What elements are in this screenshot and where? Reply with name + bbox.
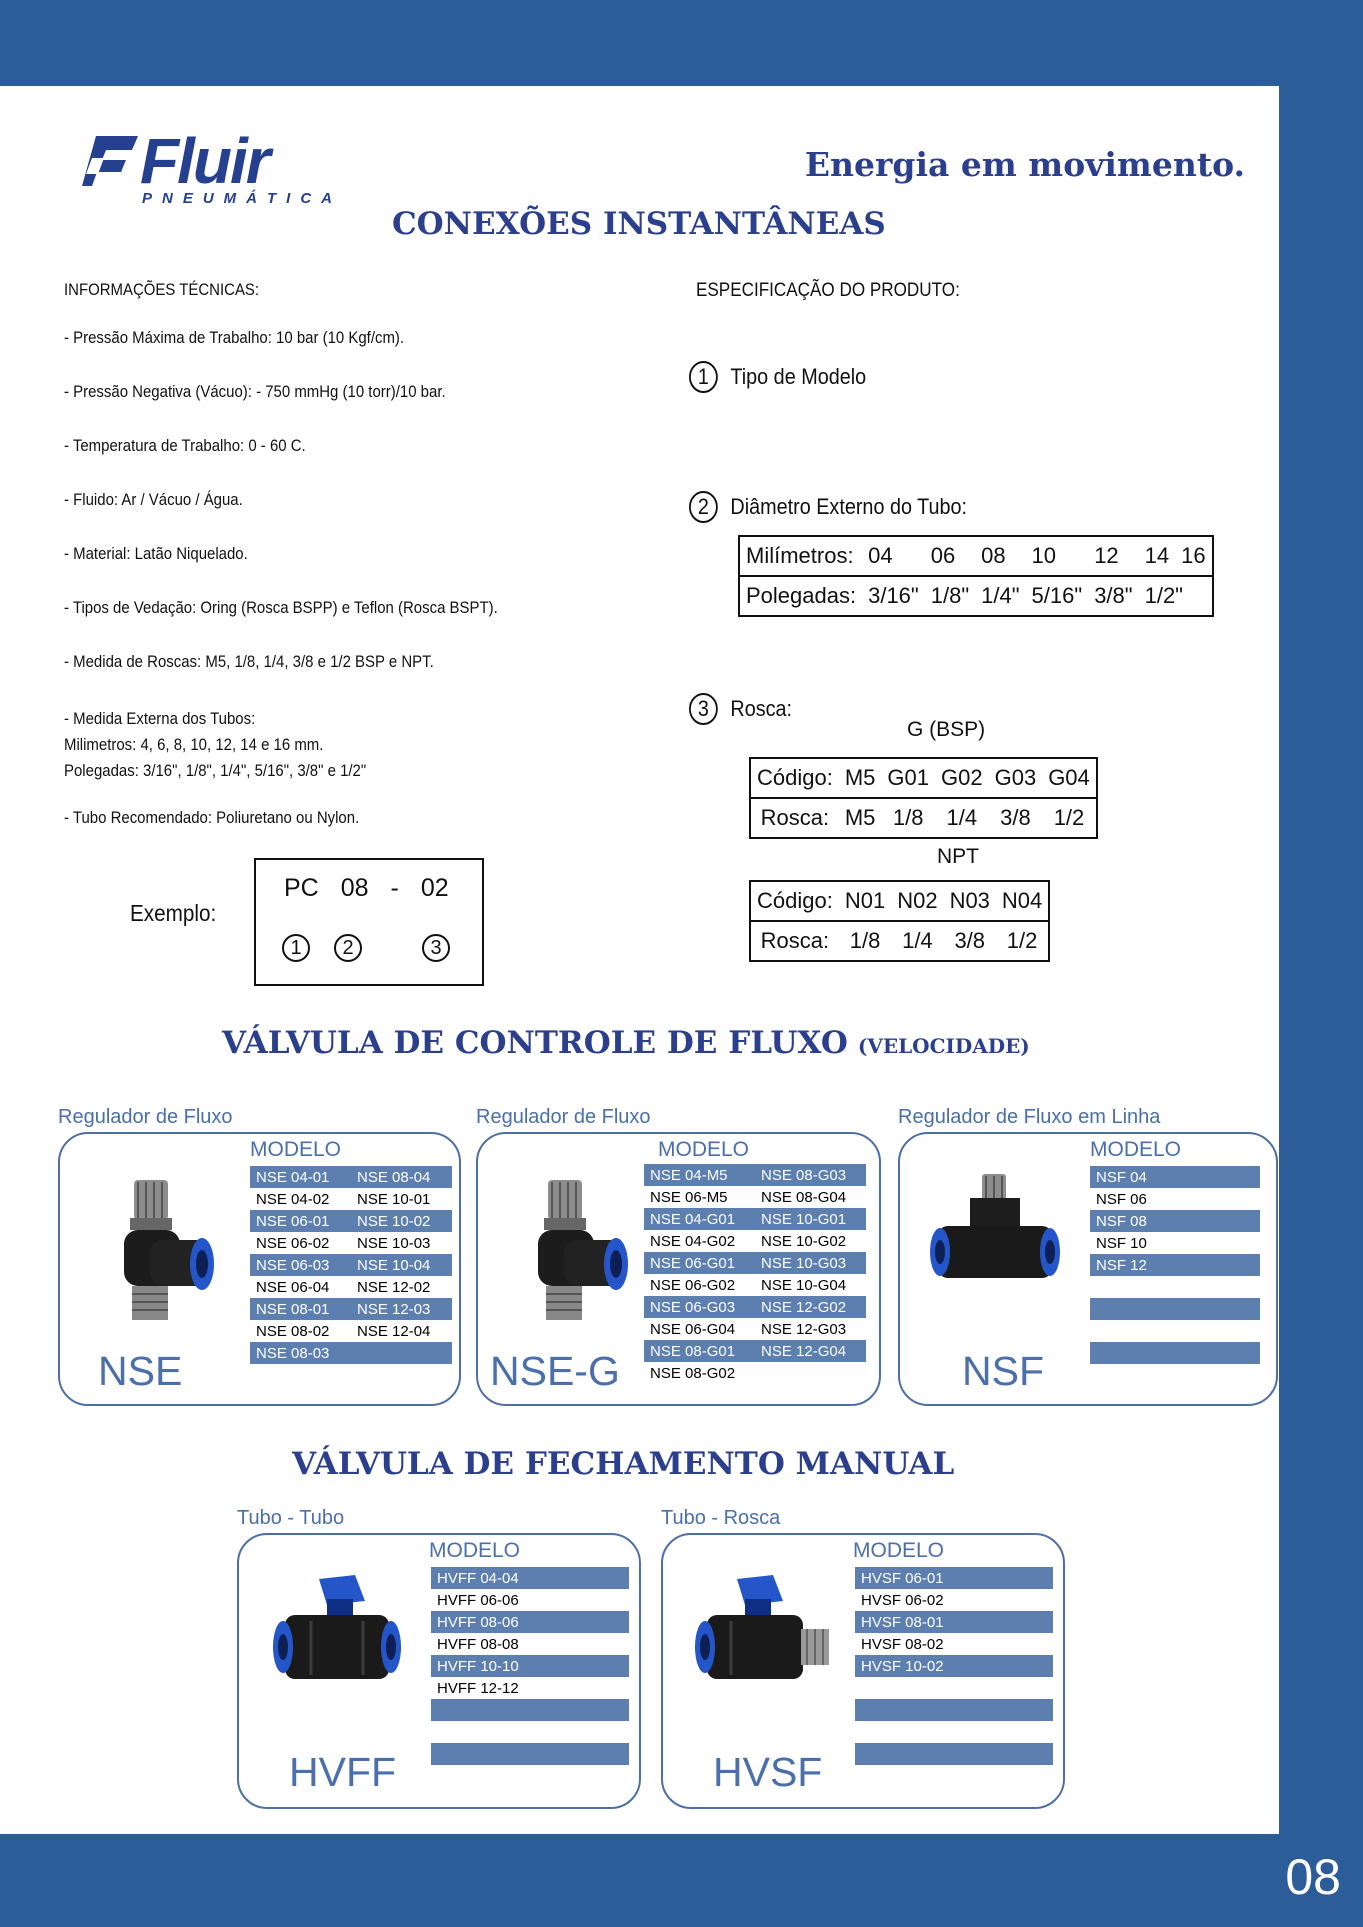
tech-line: - Fluido: Ar / Vácuo / Água.: [64, 490, 243, 509]
page-number: 08: [1285, 1849, 1341, 1905]
model-row: [855, 1589, 1053, 1611]
npt-label: NPT: [937, 845, 979, 868]
table-cell: 1/8: [881, 798, 935, 838]
spec-item-label: Diâmetro Externo do Tubo:: [730, 494, 968, 519]
tube-sizes-title: - Medida Externa dos Tubos:: [64, 709, 256, 728]
table-cell: G04: [1042, 758, 1097, 798]
example-code-part: 02: [420, 874, 449, 902]
model-row: [250, 1166, 452, 1188]
model-row: [250, 1188, 452, 1210]
model-table-hvff: [431, 1567, 629, 1787]
card-title-nsf: Regulador de Fluxo em Linha: [898, 1106, 1161, 1128]
circle-number: 3: [689, 693, 718, 725]
technical-info: [64, 280, 592, 862]
model-row: [1090, 1276, 1260, 1298]
logo-mark-icon: [82, 136, 138, 186]
table-cell: N02: [891, 881, 943, 921]
tech-line: - Pressão Negativa (Vácuo): - 750 mmHg (10 torr)/10 bar.: [64, 382, 446, 401]
model-row: [431, 1699, 629, 1721]
table-cell: M5: [839, 798, 882, 838]
model-row: [1090, 1298, 1260, 1320]
npt-table: [749, 880, 1050, 962]
card-nsf: [898, 1132, 1278, 1406]
table-cell: 1/4": [975, 576, 1025, 616]
table-row: [750, 798, 1097, 838]
model-table-nse-g: [644, 1164, 866, 1384]
model-row: [855, 1655, 1053, 1677]
model-code: NSE 12-02: [357, 1278, 431, 1296]
model-code: NSF 12: [1096, 1256, 1147, 1274]
model-row: [855, 1611, 1053, 1633]
card-title-hvff: Tubo - Tubo: [237, 1507, 345, 1529]
product-code-nse-g: NSE-G: [490, 1348, 620, 1394]
table-cell: Rosca:: [750, 921, 839, 961]
model-row: [855, 1765, 1053, 1787]
model-row: [1090, 1166, 1260, 1188]
model-code: NSE 10-G02: [761, 1232, 847, 1250]
spec-item-label: Rosca:: [730, 696, 793, 721]
model-row: [431, 1655, 629, 1677]
table-row: [750, 881, 1049, 921]
table-cell: Milímetros:: [739, 536, 862, 576]
product-code-hvsf: HVSF: [713, 1749, 823, 1795]
model-row: [431, 1611, 629, 1633]
circle-number: 3: [422, 934, 450, 962]
table-cell: 1/2: [996, 921, 1049, 961]
table-cell: Polegadas:: [739, 576, 862, 616]
model-code: NSE 10-02: [357, 1212, 431, 1230]
tech-line: - Temperatura de Trabalho: 0 - 60 C.: [64, 436, 306, 455]
table-cell: 10: [1026, 536, 1089, 576]
model-code: NSE 06-02: [256, 1234, 330, 1252]
model-code: HVFF 10-10: [437, 1657, 519, 1675]
circle-number: 2: [334, 934, 362, 962]
model-row: [250, 1254, 452, 1276]
model-code: NSE 06-03: [256, 1256, 330, 1274]
model-code: NSE 04-G02: [650, 1232, 736, 1250]
model-code: NSE 10-01: [357, 1190, 431, 1208]
model-header: MODELO: [250, 1138, 342, 1161]
model-row: [644, 1318, 866, 1340]
model-code: NSE 04-02: [256, 1190, 330, 1208]
model-row: [855, 1699, 1053, 1721]
logo-wordmark: Fluir: [140, 125, 269, 197]
table-cell: 1/8": [925, 576, 975, 616]
table-cell: G03: [989, 758, 1043, 798]
section-title-conexoes: CONEXÕES INSTANTÂNEAS: [392, 206, 886, 242]
bottom-band: [0, 1834, 1363, 1927]
model-row: [855, 1633, 1053, 1655]
model-row: [431, 1589, 629, 1611]
table-cell: 3/16": [862, 576, 925, 616]
example-label: Exemplo:: [130, 900, 217, 926]
diameter-row-mm: [739, 536, 1213, 576]
example-code: [284, 874, 471, 903]
model-code: NSE 12-G04: [761, 1342, 847, 1360]
table-cell: N01: [839, 881, 891, 921]
model-code: NSF 08: [1096, 1212, 1147, 1230]
model-row: [431, 1677, 629, 1699]
diameter-table: [738, 535, 1214, 617]
table-cell: 1/4: [891, 921, 943, 961]
fluir-logo: [82, 125, 372, 212]
table-cell: 1/4: [935, 798, 989, 838]
tube-sizes: [64, 706, 592, 784]
model-row: [855, 1743, 1053, 1765]
section-title-fluxo: [222, 1025, 1030, 1061]
model-code: NSF 06: [1096, 1190, 1147, 1208]
tube-sizes-mm: Milimetros: 4, 6, 8, 10, 12, 14 e 16 mm.: [64, 735, 324, 754]
flow-regulator-elbow-thread-icon: [504, 1174, 634, 1334]
model-code: NSE 08-G03: [761, 1166, 847, 1184]
model-code: NSE 12-G02: [761, 1298, 847, 1316]
diameter-row-in: [739, 576, 1213, 616]
model-row: [250, 1342, 452, 1364]
model-row: [431, 1721, 629, 1743]
tech-line: - Pressão Máxima de Trabalho: 10 bar (10 Kgf/cm).: [64, 328, 405, 347]
model-row: [1090, 1254, 1260, 1276]
model-row: [644, 1340, 866, 1362]
spec-item-diameter: [689, 491, 967, 523]
spec-item-label: Tipo de Modelo: [730, 364, 867, 389]
model-row: [250, 1298, 452, 1320]
model-code: NSE 06-G03: [650, 1298, 736, 1316]
table-cell: N03: [944, 881, 996, 921]
model-row: [1090, 1320, 1260, 1342]
table-row: [750, 921, 1049, 961]
flow-regulator-elbow-icon: [90, 1174, 220, 1334]
model-row: [644, 1362, 866, 1384]
model-code: NSE 12-G03: [761, 1320, 847, 1338]
model-row: [250, 1320, 452, 1342]
table-cell: 12: [1088, 536, 1138, 576]
model-row: [855, 1721, 1053, 1743]
model-row: [855, 1567, 1053, 1589]
spec-item-thread: [689, 693, 792, 725]
model-row: [250, 1210, 452, 1232]
section-title-fechamento: VÁLVULA DE FECHAMENTO MANUAL: [292, 1446, 955, 1482]
model-row: [644, 1230, 866, 1252]
model-header: MODELO: [658, 1138, 750, 1161]
model-code: NSE 10-G04: [761, 1276, 847, 1294]
example-code-part: PC: [284, 874, 319, 902]
model-code: NSE 08-02: [256, 1322, 330, 1340]
table-row: [750, 758, 1097, 798]
model-code: NSE 08-04: [357, 1168, 431, 1186]
model-code: HVSF 06-01: [861, 1569, 944, 1587]
model-row: [431, 1633, 629, 1655]
table-cell: 5/16": [1026, 576, 1089, 616]
model-code: NSE 10-G03: [761, 1254, 847, 1272]
technical-info-title: INFORMAÇÕES TÉCNICAS:: [64, 280, 260, 299]
table-cell: 1/8: [839, 921, 891, 961]
model-code: NSE 08-03: [256, 1344, 330, 1362]
model-code: NSE 06-G02: [650, 1276, 736, 1294]
model-code: NSE 08-G02: [650, 1364, 736, 1382]
table-cell: Código:: [750, 758, 839, 798]
model-code: NSE 08-01: [256, 1300, 330, 1318]
model-row: [644, 1252, 866, 1274]
section-title-text: VÁLVULA DE CONTROLE DE FLUXO: [222, 1025, 848, 1061]
model-code: HVSF 10-02: [861, 1657, 944, 1675]
model-code: HVFF 08-06: [437, 1613, 519, 1631]
table-cell: 3/8: [944, 921, 996, 961]
table-cell: 16: [1175, 536, 1212, 576]
model-code: NSE 06-M5: [650, 1188, 728, 1206]
model-row: [1090, 1188, 1260, 1210]
model-row: [250, 1276, 452, 1298]
table-cell: 14: [1139, 536, 1175, 576]
logo-subtitle: PNEUMÁTICA: [142, 190, 342, 207]
table-cell: 08: [975, 536, 1025, 576]
table-cell: M5: [839, 758, 882, 798]
model-code: NSE 06-01: [256, 1212, 330, 1230]
tagline: Energia em movimento.: [804, 145, 1245, 184]
table-cell: 1/2: [1042, 798, 1097, 838]
model-row: [644, 1186, 866, 1208]
model-code: NSE 08-G04: [761, 1188, 847, 1206]
model-code: NSE 06-G04: [650, 1320, 736, 1338]
card-nse-g: [476, 1132, 881, 1406]
model-code: NSF 10: [1096, 1234, 1147, 1252]
inline-flow-regulator-icon: [920, 1170, 1070, 1310]
model-code: HVFF 12-12: [437, 1679, 519, 1697]
product-code-hvff: HVFF: [289, 1749, 397, 1795]
model-header: MODELO: [1090, 1138, 1182, 1161]
bsp-label: G (BSP): [907, 718, 986, 741]
table-cell: G02: [935, 758, 989, 798]
model-header: MODELO: [429, 1539, 521, 1562]
spec-item-model: [689, 361, 866, 393]
table-cell: 06: [925, 536, 975, 576]
model-code: NSE 08-G01: [650, 1342, 736, 1360]
model-code: NSE 04-01: [256, 1168, 330, 1186]
model-code: NSE 04-G01: [650, 1210, 736, 1228]
model-code: HVSF 08-01: [861, 1613, 944, 1631]
model-row: [644, 1164, 866, 1186]
model-code: NSE 12-04: [357, 1322, 431, 1340]
circle-number: 1: [689, 361, 718, 393]
table-cell: 04: [862, 536, 925, 576]
model-code: NSE 06-G01: [650, 1254, 736, 1272]
model-header: MODELO: [853, 1539, 945, 1562]
example-code-part: -: [390, 874, 399, 902]
top-band: [0, 0, 1363, 86]
model-code: NSF 04: [1096, 1168, 1147, 1186]
tube-sizes-in: Polegadas: 3/16", 1/8", 1/4", 5/16", 3/8" e 1/2": [64, 761, 367, 780]
model-code: NSE 04-M5: [650, 1166, 728, 1184]
card-hvff: [237, 1533, 641, 1809]
model-row: [250, 1232, 452, 1254]
tech-line: - Medida de Roscas: M5, 1/8, 1/4, 3/8 e 1/2 BSP e NPT.: [64, 652, 434, 671]
model-row: [250, 1364, 452, 1386]
model-code: NSE 10-04: [357, 1256, 431, 1274]
model-row: [431, 1743, 629, 1765]
section-title-suffix: (VELOCIDADE): [857, 1034, 1030, 1058]
model-row: [1090, 1232, 1260, 1254]
circle-number: 2: [689, 491, 718, 523]
example-box: [254, 858, 484, 986]
tube-recommended: - Tubo Recomendado: Poliuretano ou Nylon.: [64, 808, 360, 827]
card-hvsf: [661, 1533, 1065, 1809]
model-code: NSE 06-04: [256, 1278, 330, 1296]
table-cell: 3/8": [1088, 576, 1138, 616]
model-row: [855, 1677, 1053, 1699]
spec-title: ESPECIFICAÇÃO DO PRODUTO:: [696, 280, 960, 301]
model-row: [1090, 1342, 1260, 1364]
table-cell: Código:: [750, 881, 839, 921]
card-title-hvsf: Tubo - Rosca: [661, 1507, 781, 1529]
model-row: [1090, 1364, 1260, 1386]
table-cell: 3/8: [989, 798, 1043, 838]
model-row: [644, 1274, 866, 1296]
table-cell: G01: [881, 758, 935, 798]
table-cell: 1/2": [1139, 576, 1213, 616]
model-code: HVSF 08-02: [861, 1635, 944, 1653]
product-code-nsf: NSF: [962, 1348, 1044, 1394]
bsp-table: [749, 757, 1098, 839]
model-table-nse: [250, 1166, 452, 1386]
product-code-nse: NSE: [98, 1348, 183, 1394]
model-row: [431, 1567, 629, 1589]
tech-line: - Tipos de Vedação: Oring (Rosca BSPP) e Teflon (Rosca BSPT).: [64, 598, 498, 617]
model-row: [431, 1765, 629, 1787]
model-code: HVFF 06-06: [437, 1591, 519, 1609]
circle-number: 1: [282, 934, 310, 962]
table-cell: N04: [996, 881, 1049, 921]
example-code-part: 08: [340, 874, 369, 902]
model-row: [1090, 1210, 1260, 1232]
model-code: HVSF 06-02: [861, 1591, 944, 1609]
card-title-nse-g: Regulador de Fluxo: [476, 1106, 651, 1128]
model-table-hvsf: [855, 1567, 1053, 1787]
model-row: [644, 1296, 866, 1318]
table-cell: Rosca:: [750, 798, 839, 838]
model-row: [644, 1208, 866, 1230]
model-table-nsf: [1090, 1166, 1260, 1386]
manual-valve-tube-tube-icon: [261, 1571, 411, 1711]
model-code: NSE 10-03: [357, 1234, 431, 1252]
manual-valve-tube-thread-icon: [687, 1571, 837, 1711]
model-code: HVFF 08-08: [437, 1635, 519, 1653]
model-code: NSE 10-G01: [761, 1210, 847, 1228]
card-nse: [58, 1132, 461, 1406]
tech-line: - Material: Latão Niquelado.: [64, 544, 248, 563]
right-band: [1279, 0, 1363, 1927]
model-code: NSE 12-03: [357, 1300, 431, 1318]
model-code: HVFF 04-04: [437, 1569, 519, 1587]
card-title-nse: Regulador de Fluxo: [58, 1106, 233, 1128]
